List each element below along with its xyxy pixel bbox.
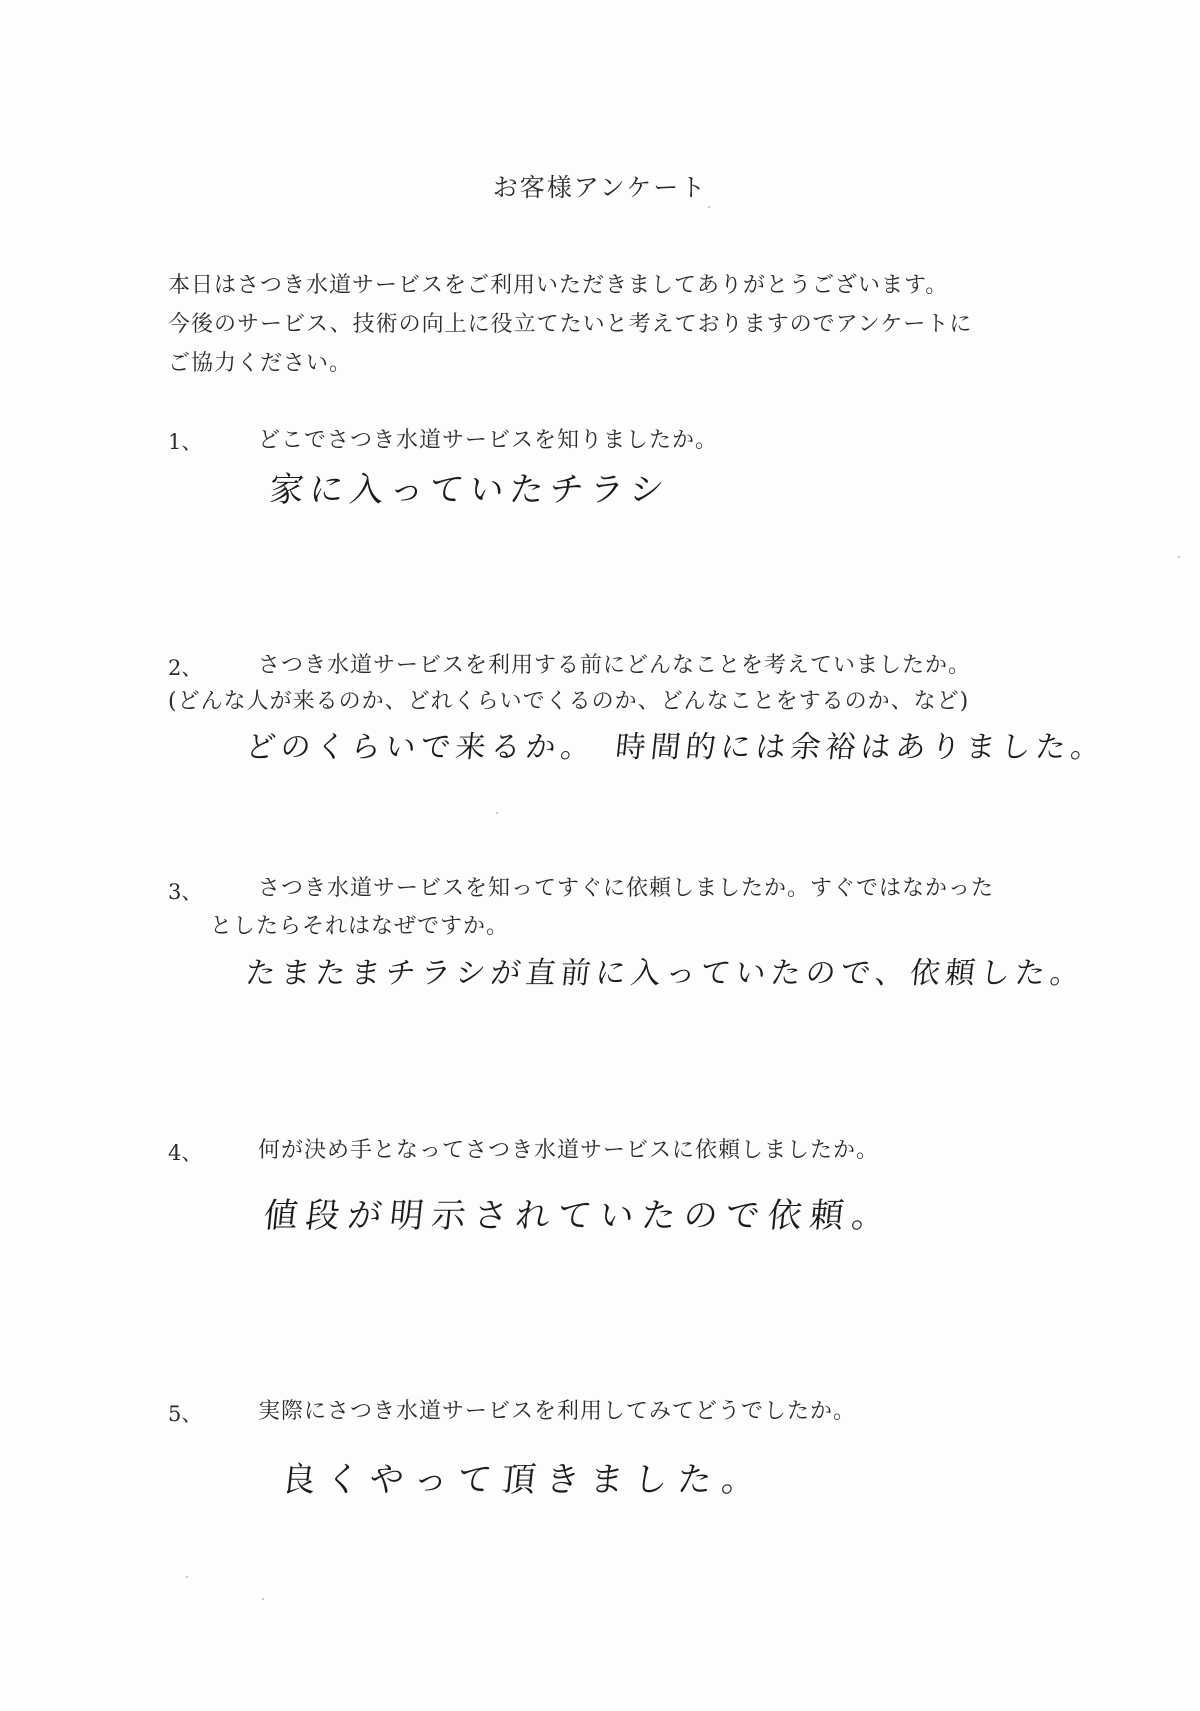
question-1-text: どこでさつき水道サービスを知りましたか。	[258, 428, 719, 453]
question-5-number: 5、	[168, 1402, 203, 1426]
question-3-answer: たまたまチラシが直前に入っていたので、依頼した。	[243, 956, 1087, 991]
question-5-answer: 良くやって頂きました。	[279, 1460, 768, 1500]
page-title: お客様アンケート	[492, 173, 708, 202]
question-3-number: 3、	[168, 880, 203, 904]
question-2-text: さつき水道サービスを利用する前にどんなことを考えていましたか。	[258, 653, 972, 678]
question-1-answer: 家に入っていたチラシ	[267, 470, 672, 510]
scan-speck	[186, 1576, 188, 1578]
question-2-note: (どんな人が来るのか、どれくらいでくるのか、どんなことをするのか、など)	[168, 689, 970, 714]
intro-line-3: ご協力ください。	[168, 351, 353, 376]
scan-speck	[1178, 556, 1180, 558]
scan-speck	[262, 1598, 264, 1600]
intro-line-2: 今後のサービス、技術の向上に役立てたいと考えておりますのでアンケートに	[168, 312, 973, 337]
question-3-text: さつき水道サービスを知ってすぐに依頼しましたか。すぐではなかった	[258, 876, 995, 901]
question-4-number: 4、	[168, 1141, 203, 1165]
question-2-answer: どのくらいで来るか。 時間的には余裕はありました。	[243, 730, 1108, 765]
scan-speck	[708, 206, 710, 208]
question-4-answer: 値段が明示されていたので依頼。	[261, 1196, 896, 1236]
scan-speck	[496, 812, 498, 814]
question-2-number: 2、	[168, 656, 203, 680]
question-4-text: 何が決め手となってさつき水道サービスに依頼しましたか。	[258, 1138, 880, 1163]
question-3-text-continued: としたらそれはなぜですか。	[210, 914, 510, 939]
question-1-number: 1、	[168, 430, 203, 454]
intro-line-1: 本日はさつき水道サービスをご利用いただきましてありがとうございます。	[168, 273, 949, 298]
question-5-text: 実際にさつき水道サービスを利用してみてどうでしたか。	[258, 1399, 857, 1424]
